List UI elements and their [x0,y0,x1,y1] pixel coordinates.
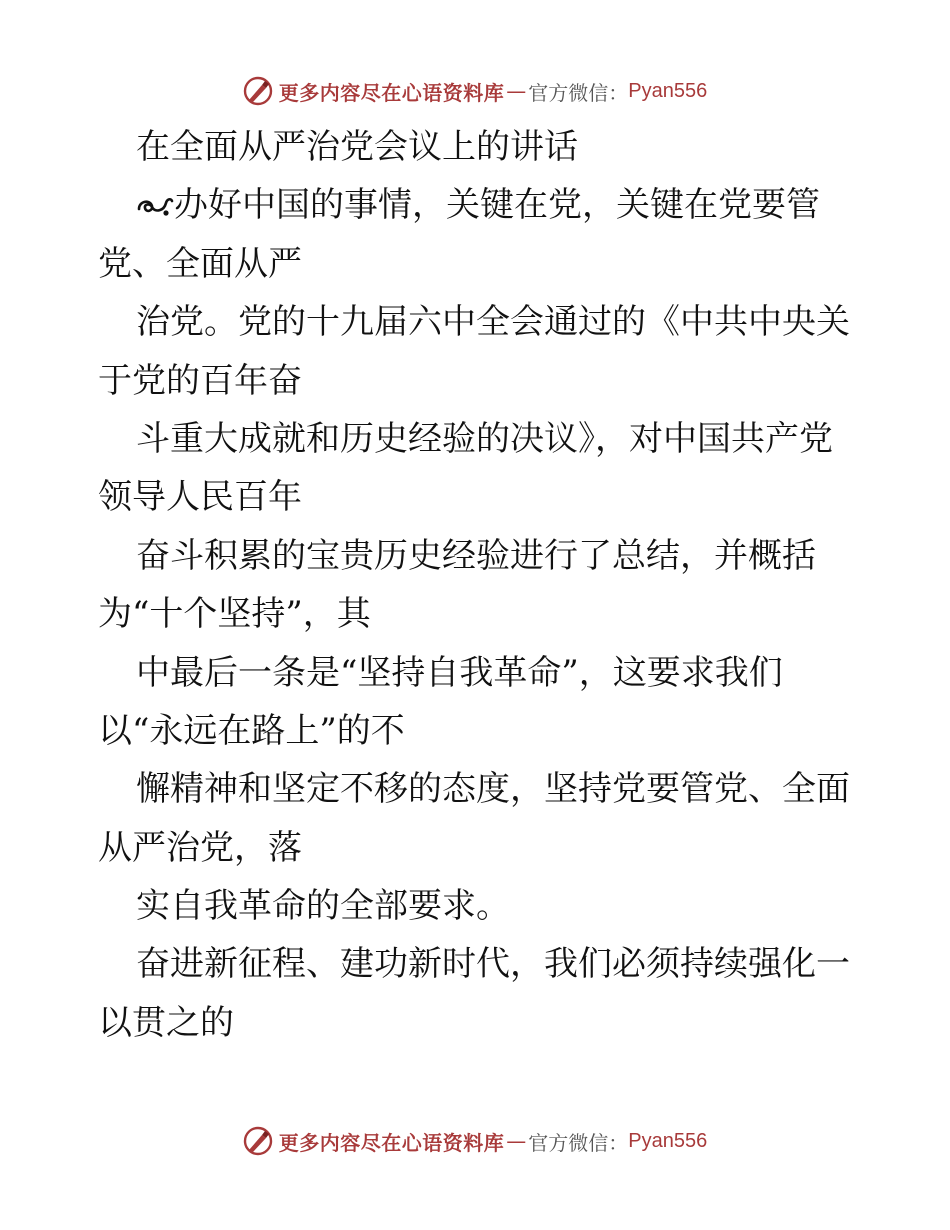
pen-logo-icon [243,1126,273,1156]
paragraph-line: 懈精神和坚定不移的态度，坚持党要管党、全面 [136,769,850,810]
paragraph-line: 以贯之的 [98,1002,234,1043]
banner-slogan: 更多内容尽在心语资料库 [278,80,505,105]
pen-logo-icon [243,76,273,106]
paragraph-line [98,176,898,234]
paragraph-line: 从严治党，落 [98,827,302,868]
banner-wechat-label: 官方微信： [528,80,629,105]
paragraph-line: 为“十个坚持”，其 [98,594,371,635]
banner-wechat-id: Pyan556 [628,1129,708,1152]
banner-wechat-label: 官方微信： [528,1130,629,1155]
document-title: 在全面从严治党会议上的讲话 [136,127,578,167]
flourish-icon [136,193,174,219]
paragraph-line: 实自我革命的全部要求。 [136,886,510,927]
paragraph-line: 治党。党的十九届六中全会通过的《中共中央关 [136,302,850,343]
paragraph-line: 中最后一条是“坚持自我革命”，这要求我们 [136,652,783,693]
paragraph-line: 于党的百年奋 [98,360,302,401]
paragraph-line: 党、全面从严 [98,243,302,284]
paragraph-line: 斗重大成就和历史经验的决议》，对中国共产党 [136,418,833,459]
paragraph-line: 奋进新征程、建功新时代，我们必须持续强化一 [136,944,850,985]
banner-separator: — [506,1129,527,1153]
paragraph-line: 奋斗积累的宝贵历史经验进行了总结，并概括 [136,535,816,576]
footer-banner [0,1121,950,1161]
paragraph-line: 以“永远在路上”的不 [98,710,405,751]
banner-separator: — [506,79,527,103]
banner-slogan: 更多内容尽在心语资料库 [278,1130,505,1155]
document-body [98,118,898,1052]
paragraph-line-text: 办好中国的事情，关键在党，关键在党要管 [174,185,820,226]
paragraph-line: 领导人民百年 [98,477,302,518]
header-banner [0,71,950,111]
banner-wechat-id: Pyan556 [628,79,708,102]
